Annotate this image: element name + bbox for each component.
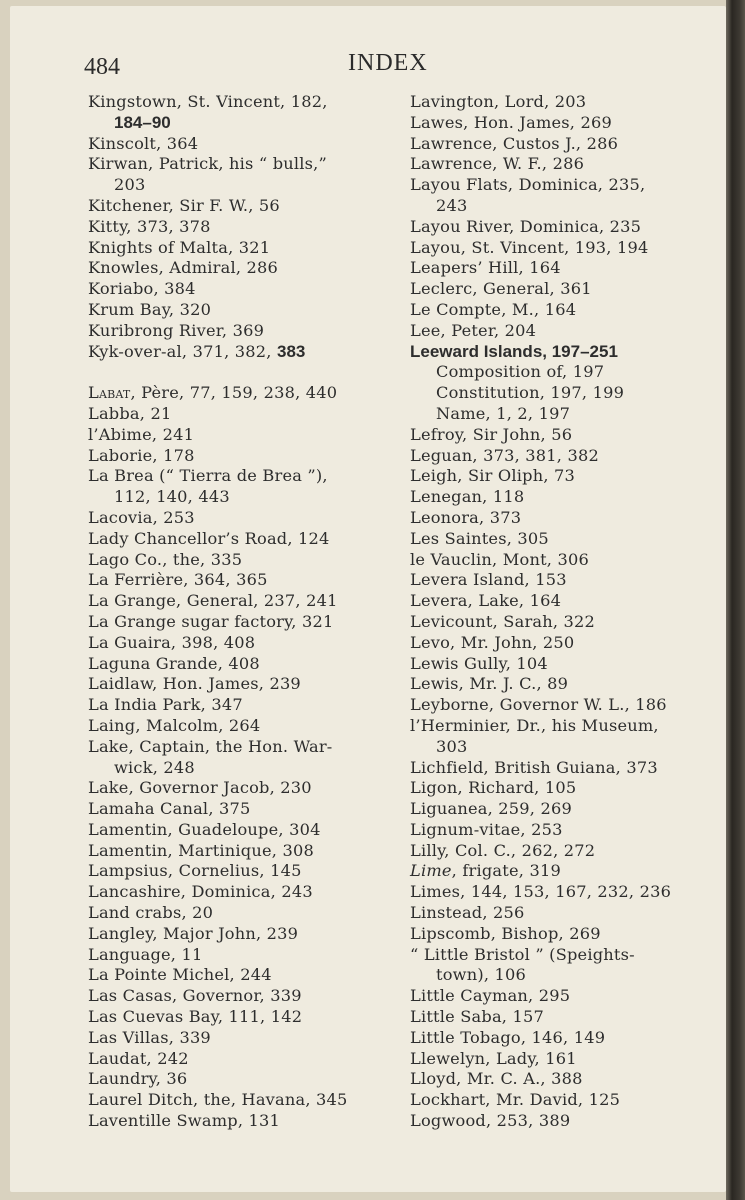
entry-text: Layou, St. Vincent, 193, 194 [410, 237, 649, 257]
entry-text: wick, 248 [114, 757, 195, 777]
entry-text: Laguna Grande, 408 [88, 653, 260, 673]
index-entry [410, 175, 722, 196]
entry-text: Knights of Malta, 321 [88, 237, 271, 257]
entry-text: Kinscolt, 364 [88, 133, 199, 153]
index-entry [410, 238, 722, 259]
index-entry [410, 321, 722, 342]
entry-text: Language, 11 [88, 944, 203, 964]
index-entry [88, 529, 378, 550]
index-entry [410, 300, 722, 321]
entry-text: Labba, 21 [88, 403, 172, 423]
entry-text: Lee, Peter, 204 [410, 320, 537, 340]
entry-text: Limes, 144, 153, 167, 232, 236 [410, 882, 672, 902]
entry-text: La India Park, 347 [88, 695, 243, 715]
entry-text: La Guaira, 398, 408 [88, 632, 256, 652]
entry-text: Leeward Islands, 197–251 [410, 341, 618, 361]
index-subentry [410, 737, 722, 758]
index-entry [88, 425, 378, 446]
entry-text: Land crabs, 20 [88, 903, 214, 923]
entry-text: Laudat, 242 [88, 1048, 189, 1068]
index-subentry [88, 175, 378, 196]
entry-text: Laundry, 36 [88, 1069, 188, 1089]
index-entry [88, 882, 378, 903]
entry-text: Lamentin, Guadeloupe, 304 [88, 819, 321, 839]
entry-text: La Brea (“ Tierra de Brea ”), [88, 466, 328, 486]
index-entry [88, 342, 378, 363]
entry-text: “ Little Bristol ” (Speights- [410, 944, 635, 964]
index-entry [88, 674, 378, 695]
entry-text: Kuribrong River, 369 [88, 320, 265, 340]
entry-text: 112, 140, 443 [114, 487, 230, 507]
entry-text: La Grange sugar factory, 321 [88, 611, 334, 631]
entry-text: Krum Bay, 320 [88, 299, 212, 319]
index-entry [88, 633, 378, 654]
index-entry [410, 92, 722, 113]
entry-text: 184–90 [114, 112, 171, 132]
entry-text: Les Saintes, 305 [410, 528, 549, 548]
index-entry [410, 529, 722, 550]
index-entry [88, 778, 378, 799]
index-entry [410, 113, 722, 134]
entry-page-bold: 383 [276, 341, 306, 361]
index-entry [410, 591, 722, 612]
index-entry [88, 238, 378, 259]
entry-text: Ligon, Richard, 105 [410, 778, 577, 798]
entry-text: Lake, Governor Jacob, 230 [88, 778, 312, 798]
index-entry [410, 799, 722, 820]
index-entry [410, 758, 722, 779]
entry-text: Levera Island, 153 [410, 570, 567, 590]
index-entry [410, 882, 722, 903]
index-entry [88, 1049, 378, 1070]
index-entry [410, 1007, 722, 1028]
index-entry [410, 695, 722, 716]
entry-text: Leonora, 373 [410, 507, 522, 527]
entry-text: l’Abime, 241 [88, 424, 195, 444]
entry-text: Laing, Malcolm, 264 [88, 715, 261, 735]
index-entry [88, 154, 378, 175]
index-column-left [88, 92, 378, 1132]
index-entry [88, 550, 378, 571]
index-entry [88, 383, 378, 404]
index-entry [88, 196, 378, 217]
entry-text: Little Cayman, 295 [410, 986, 571, 1006]
index-entry [410, 654, 722, 675]
index-entry [88, 1028, 378, 1049]
entry-text: Kirwan, Patrick, his “ bulls,” [88, 154, 327, 174]
entry-text: Logwood, 253, 389 [410, 1111, 571, 1131]
index-entry [88, 841, 378, 862]
entry-text: Leigh, Sir Oliph, 73 [410, 466, 576, 486]
entry-text: Lockhart, Mr. David, 125 [410, 1090, 621, 1110]
index-entry [88, 258, 378, 279]
entry-text: Langley, Major John, 239 [88, 923, 299, 943]
entry-text: Lancashire, Dominica, 243 [88, 882, 313, 902]
index-entry [88, 1090, 378, 1111]
entry-text: La Pointe Michel, 244 [88, 965, 272, 985]
index-column-right [410, 92, 722, 1132]
entry-text: Linstead, 256 [410, 903, 525, 923]
index-entry [88, 654, 378, 675]
entry-text: Lewis Gully, 104 [410, 653, 548, 673]
section-gap [88, 362, 378, 383]
index-entry [88, 92, 378, 113]
entry-text: Levicount, Sarah, 322 [410, 611, 596, 631]
index-entry [410, 1069, 722, 1090]
entry-text: La Ferrière, 364, 365 [88, 570, 268, 590]
index-entry [88, 945, 378, 966]
index-entry [410, 217, 722, 238]
entry-text: Lime [410, 861, 452, 881]
entry-text: Lawrence, W. F., 286 [410, 154, 585, 174]
index-entry [88, 695, 378, 716]
index-entry [88, 799, 378, 820]
entry-text: 203 [114, 175, 146, 195]
index-entry [410, 820, 722, 841]
entry-text: Lavington, Lord, 203 [410, 92, 587, 111]
index-entry [410, 778, 722, 799]
entry-text: Lamaha Canal, 375 [88, 799, 251, 819]
index-entry [88, 612, 378, 633]
index-entry [88, 404, 378, 425]
index-entry [88, 924, 378, 945]
index-entry [410, 134, 722, 155]
index-entry [410, 342, 722, 363]
entry-text: Layou River, Dominica, 235 [410, 216, 642, 236]
index-entry [410, 154, 722, 175]
index-entry [410, 841, 722, 862]
page-header [10, 46, 726, 82]
index-entry [88, 820, 378, 841]
entry-text: Lamentin, Martinique, 308 [88, 840, 314, 860]
entry-text: Lignum-vitae, 253 [410, 819, 563, 839]
entry-text: Lloyd, Mr. C. A., 388 [410, 1069, 583, 1089]
entry-text: Lenegan, 118 [410, 487, 525, 507]
index-entry [410, 446, 722, 467]
index-entry [88, 1069, 378, 1090]
index-entry [88, 279, 378, 300]
entry-text: Knowles, Admiral, 286 [88, 258, 279, 278]
index-entry [88, 1111, 378, 1132]
entry-text: Liguanea, 259, 269 [410, 799, 572, 819]
index-entry [410, 1049, 722, 1070]
entry-text: Little Saba, 157 [410, 1007, 544, 1027]
entry-text: Laurel Ditch, the, Havana, 345 [88, 1090, 348, 1110]
index-entry [410, 487, 722, 508]
index-entry [410, 466, 722, 487]
index-entry [88, 861, 378, 882]
entry-text: Name, 1, 2, 197 [436, 403, 571, 423]
index-entry [88, 217, 378, 238]
index-entry [410, 508, 722, 529]
entry-text: Levera, Lake, 164 [410, 591, 562, 611]
index-subentry [88, 487, 378, 508]
entry-text: Constitution, 197, 199 [436, 383, 625, 403]
entry-text: Lake, Captain, the Hon. War- [88, 736, 333, 756]
entry-text: Lacovia, 253 [88, 507, 195, 527]
running-head: INDEX [348, 50, 428, 76]
entry-text: 243 [436, 195, 468, 215]
index-entry [410, 633, 722, 654]
entry-text: Lawrence, Custos J., 286 [410, 133, 619, 153]
entry-text: Kingstown, St. Vincent, 182, [88, 92, 328, 111]
entry-text: le Vauclin, Mont, 306 [410, 549, 589, 569]
entry-text: La Grange, General, 237, 241 [88, 591, 338, 611]
index-entry [88, 570, 378, 591]
index-subentry [88, 758, 378, 779]
entry-text-rest: , Père, 77, 159, 238, 440 [130, 383, 338, 403]
entry-text-rest: , frigate, 319 [451, 861, 561, 881]
entry-text: Lilly, Col. C., 262, 272 [410, 840, 596, 860]
index-entry [88, 1007, 378, 1028]
entry-text: Las Villas, 339 [88, 1027, 211, 1047]
entry-text: Leguan, 373, 381, 382 [410, 445, 599, 465]
entry-text: Levo, Mr. John, 250 [410, 632, 575, 652]
entry-text: Llewelyn, Lady, 161 [410, 1048, 577, 1068]
entry-text: Labat [88, 383, 131, 403]
index-entry [410, 425, 722, 446]
entry-text: Lichfield, British Guiana, 373 [410, 757, 658, 777]
index-entry [88, 591, 378, 612]
index-entry [410, 945, 722, 966]
entry-text: Leyborne, Governor W. L., 186 [410, 695, 667, 715]
index-entry [410, 674, 722, 695]
entry-text: Laborie, 178 [88, 445, 195, 465]
index-entry [410, 903, 722, 924]
index-entry [88, 737, 378, 758]
index-entry [88, 446, 378, 467]
entry-text: Lady Chancellor’s Road, 124 [88, 528, 330, 548]
entry-text: Laidlaw, Hon. James, 239 [88, 674, 301, 694]
entry-text: Le Compte, M., 164 [410, 299, 577, 319]
entry-text: Kitchener, Sir F. W., 56 [88, 195, 280, 215]
entry-text: 303 [436, 736, 468, 756]
index-entry [410, 1111, 722, 1132]
index-entry [88, 716, 378, 737]
index-subentry [410, 362, 722, 383]
index-entry [88, 466, 378, 487]
index-entry [410, 1090, 722, 1111]
entry-text: Lewis, Mr. J. C., 89 [410, 674, 569, 694]
entry-text: Laventille Swamp, 131 [88, 1111, 281, 1131]
page-number: 484 [84, 54, 120, 80]
index-subentry [88, 113, 378, 134]
entry-text: Leapers’ Hill, 164 [410, 258, 561, 278]
entry-text: Koriabo, 384 [88, 279, 196, 299]
entry-text: Layou Flats, Dominica, 235, [410, 175, 646, 195]
index-subentry [410, 383, 722, 404]
index-entry [410, 1028, 722, 1049]
entry-text: Lefroy, Sir John, 56 [410, 424, 573, 444]
index-entry [88, 321, 378, 342]
index-entry [88, 986, 378, 1007]
index-entry [88, 903, 378, 924]
entry-text: Lampsius, Cornelius, 145 [88, 861, 302, 881]
index-entry [410, 570, 722, 591]
entry-text: Composition of, 197 [436, 362, 605, 382]
index-entry [410, 716, 722, 737]
entry-text: Lawes, Hon. James, 269 [410, 112, 612, 132]
index-entry [410, 986, 722, 1007]
index-entry [88, 300, 378, 321]
book-binding-shadow [726, 0, 745, 1200]
index-subentry [410, 965, 722, 986]
entry-text: Lago Co., the, 335 [88, 549, 243, 569]
entry-text: Kitty, 373, 378 [88, 216, 211, 236]
index-entry [410, 612, 722, 633]
entry-text: town), 106 [436, 965, 527, 985]
index-entry [410, 258, 722, 279]
entry-text: Las Cuevas Bay, 111, 142 [88, 1007, 303, 1027]
entry-text: Lipscomb, Bishop, 269 [410, 923, 601, 943]
index-subentry [410, 196, 722, 217]
index-entry [410, 550, 722, 571]
index-entry [410, 861, 722, 882]
index-entry [410, 924, 722, 945]
entry-text: Leclerc, General, 361 [410, 279, 592, 299]
entry-text: l’Herminier, Dr., his Museum, [410, 715, 659, 735]
entry-text: Kyk-over-al, 371, 382, [88, 341, 277, 361]
index-entry [88, 965, 378, 986]
book-page [10, 6, 726, 1192]
index-entry [88, 508, 378, 529]
index-subentry [410, 404, 722, 425]
entry-text: Las Casas, Governor, 339 [88, 986, 302, 1006]
index-entry [410, 279, 722, 300]
index-entry [88, 134, 378, 155]
entry-text: Little Tobago, 146, 149 [410, 1027, 606, 1047]
